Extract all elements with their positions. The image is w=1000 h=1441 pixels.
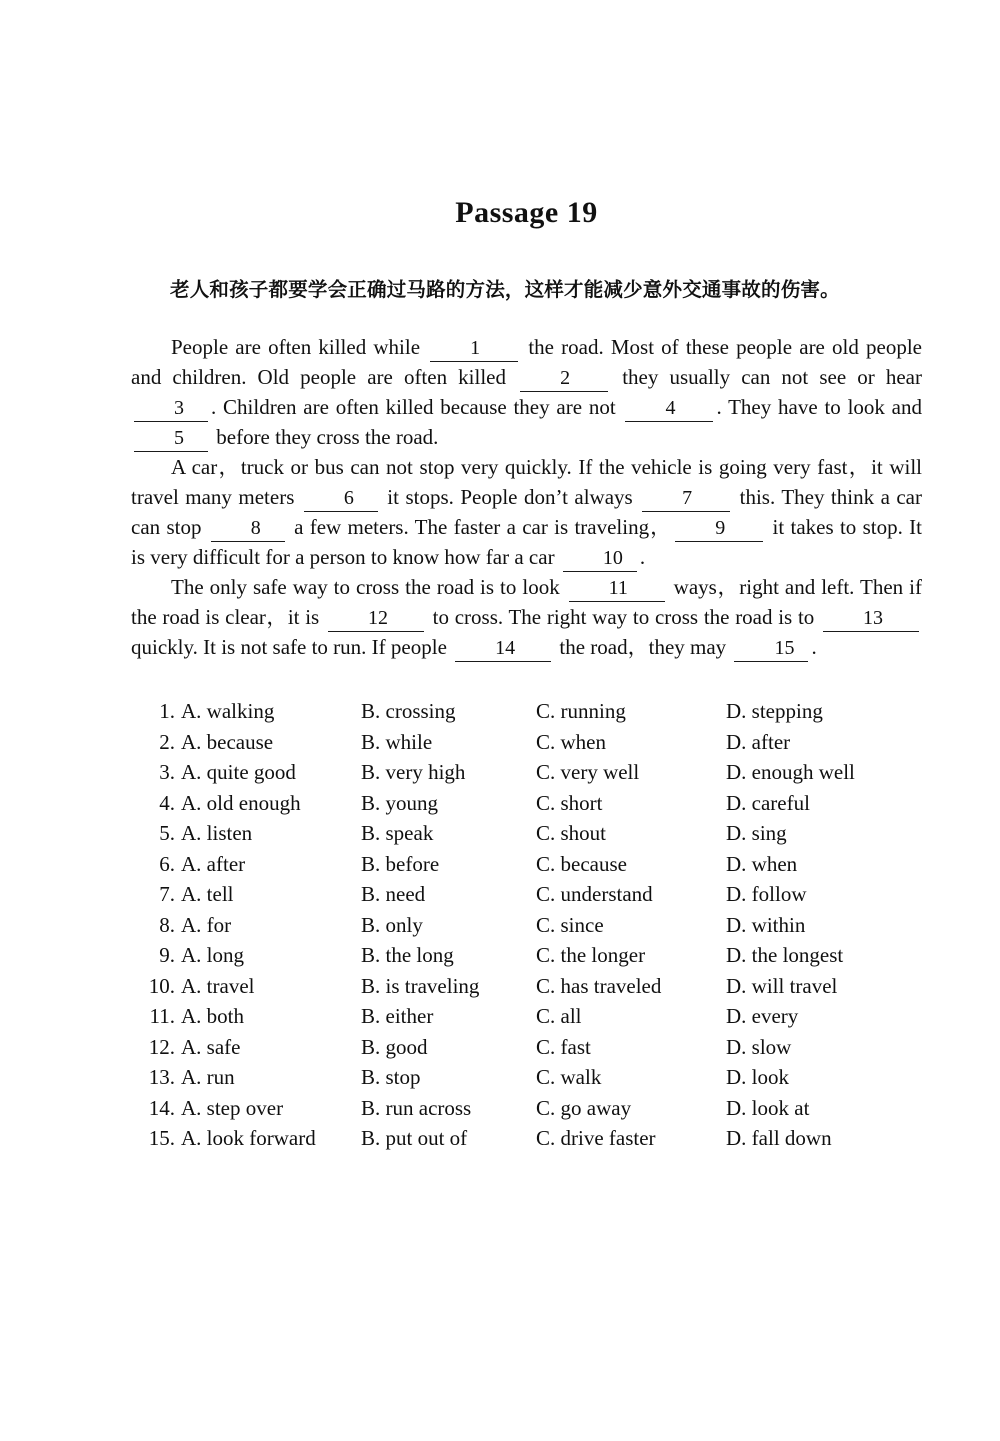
option-choice-d[interactable]: D. stepping [726, 699, 823, 723]
option-choice-b[interactable]: B. run across [361, 1095, 472, 1120]
passage-paragraph-2 [131, 452, 922, 572]
option-number: 5. [159, 821, 175, 845]
para2-seg3: this. They think a car can stop [131, 485, 922, 539]
blank-2[interactable]: 2 [520, 365, 608, 392]
option-row [131, 1093, 922, 1124]
blank-6[interactable]: 6 [304, 485, 378, 512]
option-choice-b[interactable]: B. while [361, 729, 433, 754]
option-choice-a[interactable]: A. because [181, 729, 274, 754]
option-row [131, 788, 922, 819]
option-row [131, 940, 922, 971]
option-choice-d[interactable]: D. enough well [726, 760, 855, 784]
page-title: Passage 19 [455, 196, 598, 229]
option-choice-c[interactable]: C. very well [536, 760, 640, 784]
option-choice-a[interactable]: A. long [181, 943, 244, 967]
option-row [131, 849, 922, 880]
option-row [131, 757, 922, 788]
option-number: 6. [159, 851, 175, 876]
option-choice-b[interactable]: B. either [361, 1004, 434, 1028]
option-choice-d[interactable]: D. after [726, 729, 791, 754]
option-number: 4. [159, 790, 175, 815]
option-choice-d[interactable]: D. sing [726, 821, 787, 845]
option-choice-a[interactable]: A. run [181, 1065, 235, 1089]
option-choice-c[interactable]: C. when [536, 729, 606, 754]
blank-13[interactable]: 13 [823, 605, 919, 632]
option-choice-d[interactable]: D. every [726, 1004, 799, 1028]
para1-seg1: People are often killed while [171, 335, 428, 359]
option-choice-a[interactable]: A. travel [181, 973, 255, 998]
para3-seg1: The only safe way to cross the road is to look [171, 575, 566, 599]
option-choice-c[interactable]: C. the longer [536, 943, 646, 967]
para1-seg4: . Children are often killed because they are not [211, 395, 623, 419]
option-choice-b[interactable]: B. the long [361, 943, 454, 967]
passage-paragraph-1 [131, 332, 922, 452]
option-choice-c[interactable]: C. go away [536, 1095, 632, 1120]
option-choice-b[interactable]: B. very high [361, 760, 466, 784]
option-row [131, 727, 922, 758]
option-choice-c[interactable]: C. since [536, 912, 604, 937]
option-choice-b[interactable]: B. stop [361, 1065, 421, 1089]
option-choice-c[interactable]: C. fast [536, 1034, 591, 1059]
option-row [131, 879, 922, 910]
option-row [131, 1123, 922, 1154]
para3-seg4: quickly. It is not safe to run. If people [131, 635, 453, 659]
para3-seg2: ways，right and left. Then if the road is clear，it is [131, 575, 922, 629]
option-choice-c[interactable]: C. because [536, 851, 627, 876]
chinese-summary-line: 老人和孩子都要学会正确过马路的方法，这样才能减少意外交通事故的伤害。 [170, 278, 840, 301]
blank-12[interactable]: 12 [328, 605, 424, 632]
option-number: 14. [148, 1095, 175, 1120]
option-number: 11. [149, 1004, 175, 1028]
option-choice-b[interactable]: B. is traveling [361, 973, 480, 998]
option-choice-a[interactable]: A. for [181, 912, 232, 937]
option-choice-d[interactable]: D. follow [726, 882, 807, 906]
option-number: 8. [159, 912, 175, 937]
option-choice-b[interactable]: B. need [361, 882, 426, 906]
option-choice-d[interactable]: D. careful [726, 790, 810, 815]
option-choice-c[interactable]: C. has traveled [536, 973, 662, 998]
option-number: 9. [159, 943, 175, 967]
option-choice-c[interactable]: C. all [536, 1004, 582, 1028]
option-choice-b[interactable]: B. crossing [361, 699, 456, 723]
options-list [131, 696, 922, 1154]
option-choice-c[interactable]: C. walk [536, 1065, 602, 1089]
option-choice-d[interactable]: D. the longest [726, 943, 844, 967]
option-choice-d[interactable]: D. slow [726, 1034, 792, 1059]
option-choice-a[interactable]: A. quite good [181, 760, 296, 784]
option-choice-d[interactable]: D. look at [726, 1095, 810, 1120]
option-choice-d[interactable]: D. when [726, 851, 798, 876]
option-choice-b[interactable]: B. young [361, 790, 439, 815]
option-number: 3. [159, 760, 175, 784]
blank-9[interactable]: 9 [675, 515, 763, 542]
blank-11[interactable]: 11 [569, 575, 665, 602]
blank-1[interactable]: 1 [430, 335, 518, 362]
para1-seg5: . They have to look and [716, 395, 922, 419]
para2-seg5: it takes to stop. It is very difficult for a person to know how far a car [131, 515, 923, 569]
para2-seg4: a few meters. The faster a car is traveling， [287, 515, 673, 539]
option-choice-a[interactable]: A. listen [181, 821, 253, 845]
option-choice-b[interactable]: B. only [361, 912, 423, 937]
blank-10[interactable]: 10 [563, 545, 637, 572]
blank-4[interactable]: 4 [625, 395, 713, 422]
option-choice-b[interactable]: B. good [361, 1034, 428, 1059]
para3-seg5: the road，they may [554, 635, 732, 659]
para1-seg6: before they cross the road. [211, 425, 439, 449]
option-choice-d[interactable]: D. within [726, 912, 806, 937]
option-choice-c[interactable]: C. running [536, 699, 626, 723]
option-choice-b[interactable]: B. put out of [361, 1126, 468, 1150]
option-number: 2. [159, 729, 175, 754]
option-choice-a[interactable]: A. safe [181, 1034, 241, 1059]
option-choice-d[interactable]: D. will travel [726, 973, 838, 998]
option-choice-a[interactable]: A. step over [181, 1095, 284, 1120]
blank-14[interactable]: 14 [455, 635, 551, 662]
blank-3[interactable]: 3 [134, 395, 208, 422]
option-choice-a[interactable]: A. look forward [181, 1126, 316, 1150]
option-number: 10. [148, 973, 175, 998]
option-choice-a[interactable]: A. old enough [181, 790, 301, 815]
option-choice-b[interactable]: B. before [361, 851, 440, 876]
option-choice-c[interactable]: C. understand [536, 882, 653, 906]
option-choice-a[interactable]: A. both [181, 1004, 244, 1028]
option-choice-c[interactable]: C. shout [536, 821, 607, 845]
option-choice-a[interactable]: A. tell [181, 882, 234, 906]
para2-seg2: it stops. People don’t always [380, 485, 640, 509]
blank-7[interactable]: 7 [642, 485, 730, 512]
option-row [131, 818, 922, 849]
para1-seg2: the road. Most of these people are old people and children. Old people are often killed [131, 335, 922, 389]
option-row [131, 1001, 922, 1032]
para1-seg3: they usually can not see or hear [611, 365, 922, 389]
option-row [131, 1062, 922, 1093]
option-choice-a[interactable]: A. after [181, 851, 246, 876]
option-number: 15. [148, 1126, 175, 1150]
para3-seg3: to cross. The right way to cross the road is to [426, 605, 820, 629]
option-row [131, 1032, 922, 1063]
document-content [131, 0, 922, 1154]
option-choice-d[interactable]: D. look [726, 1065, 789, 1089]
para2-seg1: A car，truck or bus can not stop very quickly. If the vehicle is going very fast，it will travel many meters [131, 455, 922, 509]
option-choice-c[interactable]: C. drive faster [536, 1126, 656, 1150]
option-number: 12. [148, 1034, 175, 1059]
option-row [131, 696, 922, 727]
option-row [131, 910, 922, 941]
para3-seg6: . [811, 635, 817, 659]
option-number: 7. [159, 882, 175, 906]
option-choice-c[interactable]: C. short [536, 790, 603, 815]
option-row [131, 971, 922, 1002]
para2-seg6: . [639, 545, 646, 569]
option-choice-a[interactable]: A. walking [181, 699, 275, 723]
passage-body [131, 332, 922, 662]
blank-8[interactable]: 8 [211, 515, 285, 542]
option-choice-b[interactable]: B. speak [361, 821, 434, 845]
option-choice-d[interactable]: D. fall down [726, 1126, 832, 1150]
passage-paragraph-3 [131, 572, 922, 662]
blank-5[interactable]: 5 [134, 425, 208, 452]
option-number: 1. [159, 699, 175, 723]
option-number: 13. [148, 1065, 175, 1089]
blank-15[interactable]: 15 [734, 635, 808, 662]
